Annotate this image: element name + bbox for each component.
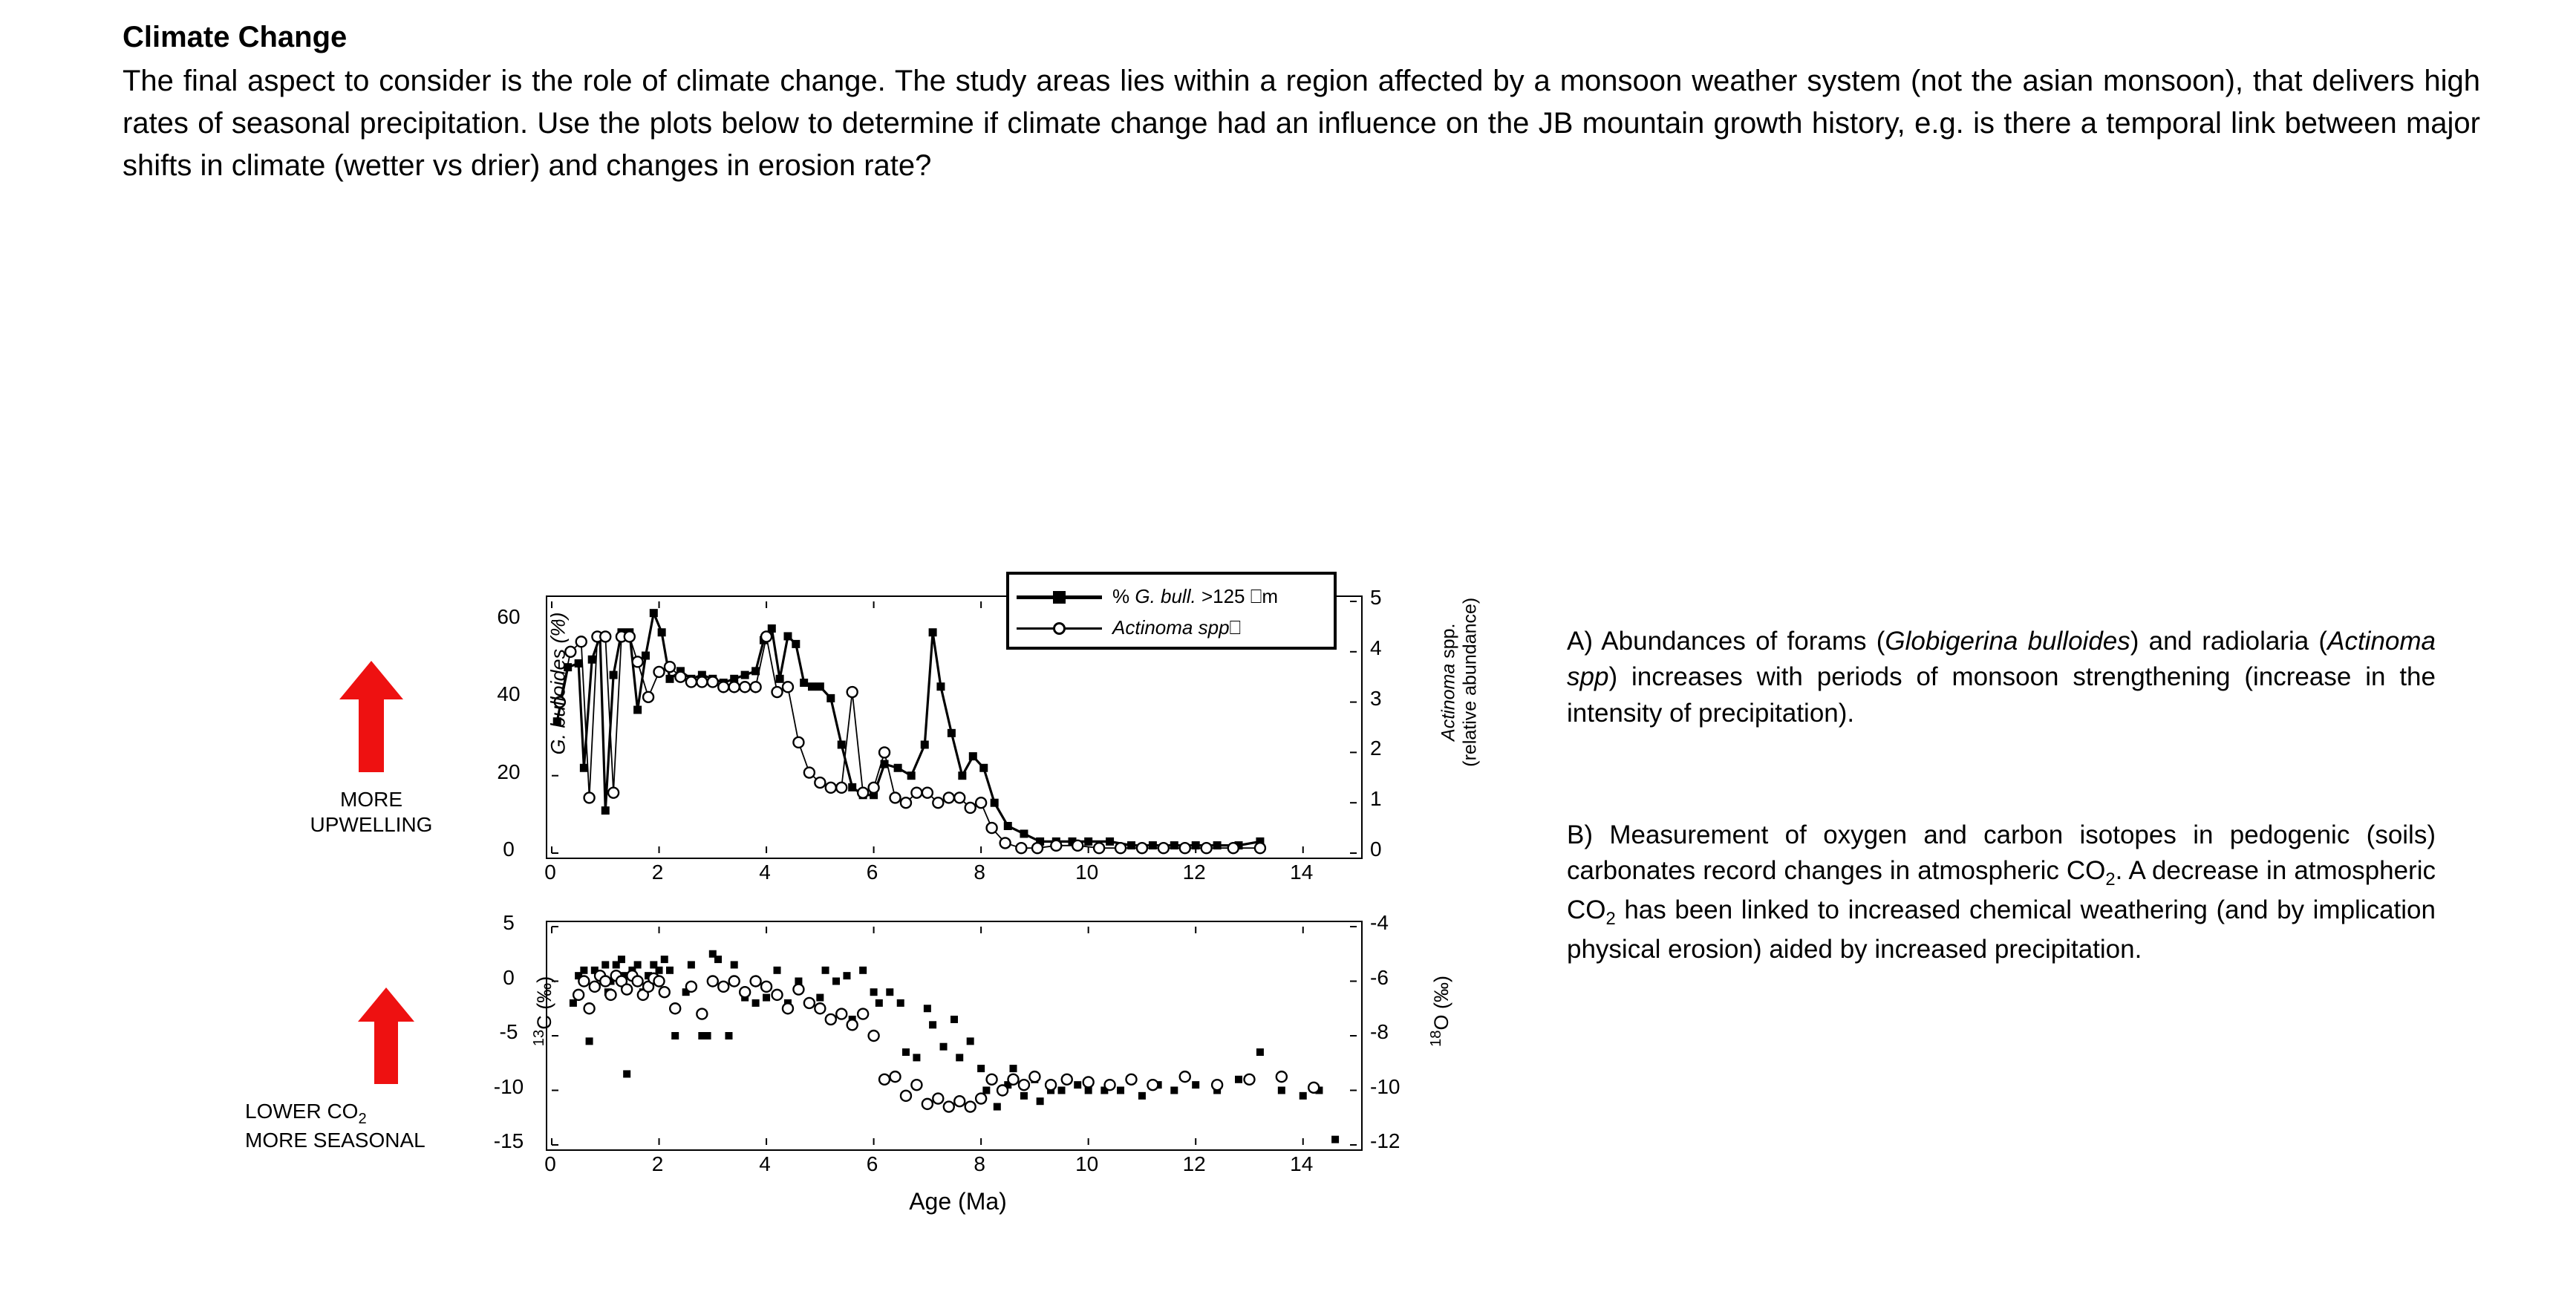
x-axis-label-text: Age (Ma)	[909, 1188, 1007, 1215]
axis-tick-label: 60	[497, 605, 521, 629]
panel-b-y-axis-label	[531, 930, 556, 1093]
caption-b: B) Measurement of oxygen and carbon isotopes in pedogenic (soils) carbonates record changes in atmospheric $CO_2$. A decrease in atmospheric $CO_2$ has been linked to increased chemical weathering (and by implication physical erosion) aided by increased precipitation.	[1567, 820, 2436, 964]
lower-co2-arrow-icon	[356, 988, 416, 1084]
panel-a-y2-axis-label	[1438, 567, 1481, 797]
legend-label-actinoma: Actinoma spp⎕	[1112, 616, 1242, 639]
lower-co2-line2: MORE SEASONAL	[245, 1129, 425, 1152]
section-body-text: The final aspect to consider is the role of climate change. The study areas lies within a region affected by a monsoon weather system (not the asian monsoon), that delivers high rates of seasonal precipitation. Use the plots below to determine if climate change had an influence on the JB mountain growth history, e.g. is there a temporal link between major shifts in climate (wetter vs drier) and changes in erosion rate?	[123, 65, 2480, 182]
axis-tick-label: 6	[866, 861, 878, 884]
figure-area	[0, 572, 1559, 1270]
more-upwelling-annotation	[245, 787, 498, 837]
panel-b-plot	[547, 922, 1361, 1149]
lower-co2-line1: LOWER $CO_2$	[245, 1100, 367, 1128]
axis-tick-label: 20	[497, 760, 521, 783]
axis-tick-label: 14	[1290, 861, 1314, 884]
axis-tick-label: -10	[493, 1074, 524, 1098]
panel-a-y-axis-label	[547, 580, 570, 788]
axis-tick-label: -6	[1370, 965, 1389, 989]
panel-b-y2-axis-label-text: $^{18}$O (‰)	[1428, 975, 1452, 1048]
chart-legend	[1006, 572, 1337, 650]
x-axis-label	[802, 1188, 1114, 1215]
axis-tick-label: 14	[1290, 1152, 1314, 1175]
page-title: Climate Change	[123, 21, 348, 53]
axis-tick-label: 10	[1075, 861, 1099, 884]
legend-swatch-open-circle-icon	[1017, 619, 1102, 637]
axis-tick-label: 2	[651, 861, 664, 884]
axis-tick-label: 5	[1370, 586, 1382, 609]
axis-tick-label: 2	[1370, 737, 1382, 760]
axis-tick-label: 5	[503, 911, 515, 934]
axis-tick-label: -4	[1370, 911, 1389, 934]
axis-tick-label: 2	[651, 1152, 664, 1175]
more-upwelling-arrow-icon	[338, 661, 405, 772]
axis-tick-label: -5	[499, 1020, 518, 1043]
axis-tick-label: 4	[759, 861, 771, 884]
legend-item-g-bulloides	[1017, 581, 1326, 613]
legend-item-actinoma	[1017, 613, 1326, 644]
chart-panel-b	[546, 921, 1363, 1151]
axis-tick-label: 8	[974, 1152, 985, 1175]
legend-swatch-filled-square-icon	[1017, 588, 1102, 606]
header-block	[123, 19, 2480, 186]
axis-tick-label: 4	[759, 1152, 771, 1175]
axis-tick-label: 0	[503, 965, 515, 989]
axis-tick-label: 0	[503, 838, 515, 861]
legend-label-g-bulloides: % G. bull. >125 ⎕m	[1112, 585, 1278, 607]
panel-b-y-axis-label-text: $^{13}$C (‰)	[531, 976, 555, 1047]
axis-tick-label: 3	[1370, 686, 1382, 710]
axis-tick-label: -8	[1370, 1020, 1389, 1043]
caption-column	[1567, 624, 2436, 967]
axis-tick-label: -15	[493, 1129, 524, 1152]
axis-tick-label: 6	[866, 1152, 878, 1175]
caption-a: A) Abundances of forams (Globigerina bulloides) and radiolaria (Actinoma spp) increases with periods of monsoon strengthening (increase in the intensity of precipitation).	[1567, 627, 2436, 728]
axis-tick-label: 10	[1075, 1152, 1099, 1175]
axis-tick-label: 4	[1370, 636, 1382, 659]
more-upwelling-line2: UPWELLING	[310, 812, 433, 836]
panel-a-y-axis-label-text: G. bulloides (%)	[547, 612, 570, 755]
axis-tick-label: 0	[544, 1152, 556, 1175]
axis-tick-label: -12	[1370, 1129, 1401, 1152]
panel-b-y2-axis-label	[1428, 930, 1453, 1093]
axis-tick-label: 12	[1182, 1152, 1206, 1175]
axis-tick-label: 12	[1182, 861, 1206, 884]
axis-tick-label: -10	[1370, 1074, 1401, 1098]
axis-tick-label: 0	[1370, 838, 1382, 861]
axis-tick-label: 40	[497, 682, 521, 706]
more-upwelling-line1: MORE	[340, 788, 402, 811]
axis-tick-label: 0	[544, 861, 556, 884]
panel-a-y2-axis-label-text: Actinoma spp. (relative abundance)	[1438, 597, 1480, 767]
axis-tick-label: 1	[1370, 787, 1382, 811]
axis-tick-label: 8	[974, 861, 985, 884]
